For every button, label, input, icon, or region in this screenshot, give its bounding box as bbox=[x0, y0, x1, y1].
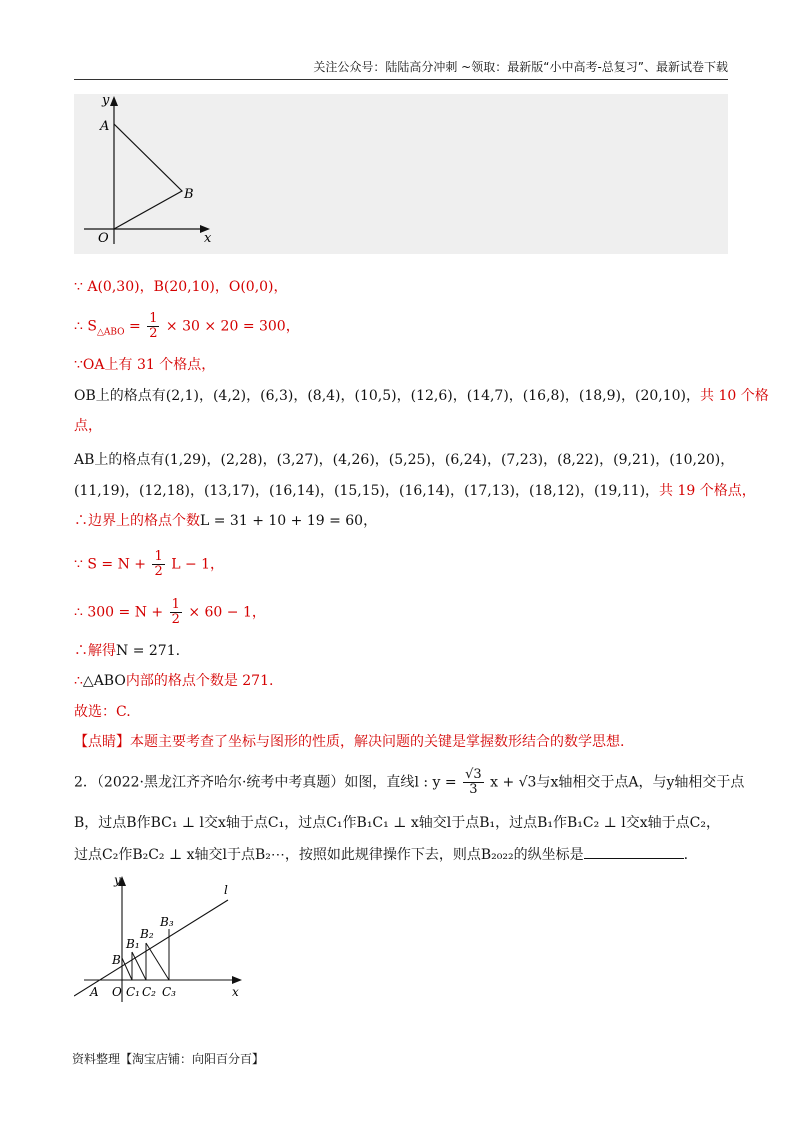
question-line-1: 2．（2022·黑龙江齐齐哈尔·统考中考真题）如图，直线l : y = $\frac{√3}{3}$ x + √3与x轴相交于点A，与y轴相交于点 bbox=[74, 767, 745, 797]
triangle-figure bbox=[74, 94, 214, 254]
question-line-3: 过点C₂作B₂C₂ ⊥ x轴交l于点B₂⋯，按照如此规律操作下去，则点B₂₀₂₂的纵坐标是 . bbox=[74, 844, 688, 866]
solution-line-5: 点， bbox=[74, 418, 102, 434]
solution-line-7: (11,19)，(12,18)，(13,17)，(16,14)，(15,15)，(16,14)，(17,13)，(18,12)，(19,11)，共 19 个格点， bbox=[74, 483, 756, 499]
fig2-label-c1: C₁ bbox=[126, 985, 140, 999]
fig2-label-b: B bbox=[112, 953, 121, 967]
line-construction-figure bbox=[74, 872, 254, 1007]
solution-line-13: 故选：C. bbox=[74, 704, 131, 720]
fig2-label-c2: C₂ bbox=[142, 985, 156, 999]
fig2-label-y: y bbox=[114, 873, 121, 887]
fig1-label-x: x bbox=[204, 231, 212, 246]
fig2-label-b2: B₂ bbox=[140, 927, 154, 941]
solution-line-1: ∵ A(0,30)，B(20,10)，O(0,0)， bbox=[74, 279, 288, 295]
solution-line-2: ∴ $S_{\triangle ABO}$ = $\frac{1}{2}$ × 30 × 20 = 300， bbox=[74, 311, 300, 341]
solution-line-10: ∴ 300 = N + $\frac{1}{2}$ × 60 − 1， bbox=[74, 597, 266, 627]
fig2-label-a: A bbox=[90, 985, 99, 999]
fig2-label-x: x bbox=[232, 985, 239, 999]
fig1-label-b: B bbox=[184, 187, 194, 202]
solution-comment: 【点睛】本题主要考查了坐标与图形的性质，解决问题的关键是掌握数形结合的数学思想. bbox=[74, 734, 625, 750]
fig2-label-b3: B₃ bbox=[160, 915, 174, 929]
fig1-label-y: y bbox=[102, 94, 110, 108]
fraction-half: $\frac{1}{2}$ bbox=[149, 311, 158, 341]
solution-line-9: ∵ S = N + $\frac{1}{2}$ L − 1， bbox=[74, 549, 225, 579]
solution-line-8: ∴边界上的格点个数L = 31 + 10 + 19 = 60， bbox=[74, 513, 378, 529]
solution-line-6: AB上的格点有(1,29)，(2,28)，(3,27)，(4,26)，(5,25)，(6,24)，(7,23)，(8,22)，(9,21)，(10,20)， bbox=[74, 452, 735, 468]
solution-line-12: ∴△ABO内部的格点个数是 271. bbox=[74, 673, 274, 689]
answer-blank[interactable] bbox=[584, 844, 684, 859]
fig1-label-o: O bbox=[98, 231, 109, 246]
question-line-2: B，过点B作BC₁ ⊥ l交x轴于点C₁，过点C₁作B₁C₁ ⊥ x轴交l于点B₁，过点B₁作B₁C₂ ⊥ l交x轴于点C₂， bbox=[74, 815, 720, 831]
page-header: 关注公众号：陆陆高分冲刺 ~领取：最新版“小中高考-总复习”、最新试卷下载 bbox=[74, 58, 728, 80]
page-footer: 资料整理【淘宝店铺：向阳百分百】 bbox=[72, 1052, 265, 1066]
fig2-label-b1: B₁ bbox=[126, 937, 140, 951]
fig2-label-o: O bbox=[112, 985, 122, 999]
solution-line-3: ∵OA上有 31 个格点， bbox=[74, 357, 216, 373]
fig2-label-l: l bbox=[224, 883, 228, 897]
solution-line-4: OB上的格点有(2,1)，(4,2)，(6,3)，(8,4)，(10,5)，(12,6)，(14,7)，(16,8)，(18,9)，(20,10)，共 10 个格 bbox=[74, 388, 769, 404]
solution-line-11: ∴解得N = 271. bbox=[74, 643, 181, 659]
fig1-label-a: A bbox=[100, 119, 110, 134]
fig2-label-c3: C₃ bbox=[162, 985, 176, 999]
